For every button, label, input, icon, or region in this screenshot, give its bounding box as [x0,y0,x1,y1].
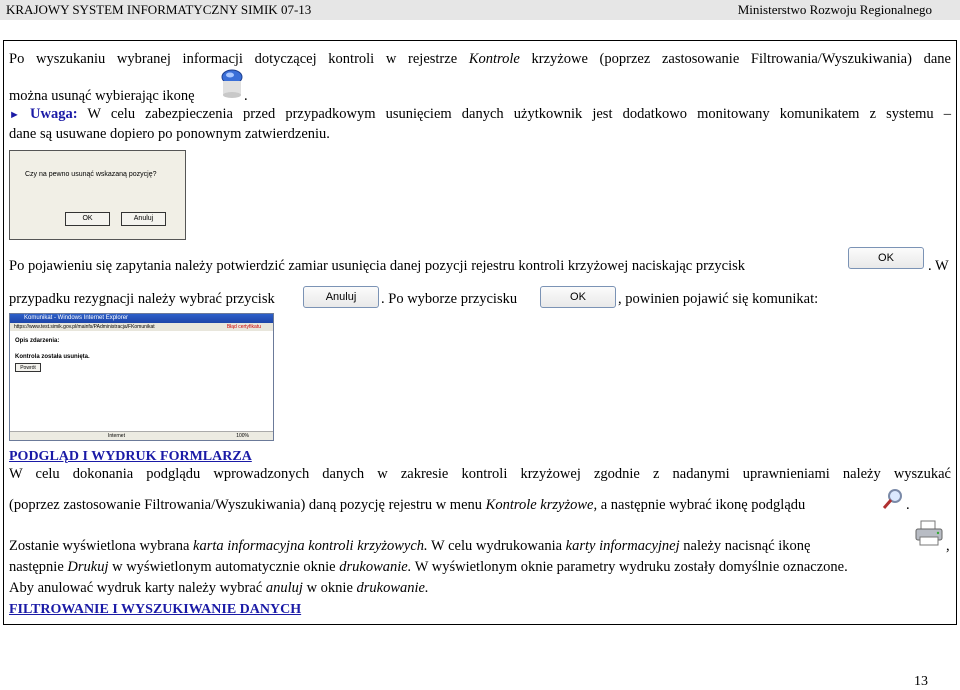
preview-line5 [9,580,429,597]
para1-period: . [244,88,248,104]
ie-address: https://www.test.simik.gov.pl/mainfs/PAdministracja/FKomunikat [14,324,155,330]
preview-line3-b: W celu wydrukowania [427,538,566,554]
para2-line2-b: . Po wyborze przycisku [381,291,518,307]
dialog-cancel-button[interactable]: Anuluj [121,212,166,226]
ie-cert-error[interactable]: Błąd certyfikatu [226,324,261,330]
warning-line1 [9,106,951,123]
inline-ok-label: OK [848,247,924,269]
ie-message: Kontrola została usunięta. [15,354,90,360]
filter-heading: FILTROWANIE I WYSZUKIWANIE DANYCH [9,602,302,617]
preview-line3-c: należy nacisnąć ikonę [679,538,811,554]
ie-status-bar [10,431,273,440]
ie-window [9,313,274,441]
para1-text-b: krzyżowe (poprzez zastosowanie Filtrowania/Wyszukiwania) dane [519,51,951,67]
inline-ok-button-2[interactable] [540,286,616,308]
ie-body [10,331,273,376]
para1-line1 [9,51,951,68]
confirm-dialog [9,150,186,240]
preview-line5-italic2: drukowanie. [356,580,429,596]
preview-line4-b: w wyświetlonym automatycznie oknie [108,559,340,575]
magnifier-icon[interactable] [882,488,904,510]
para2-line1-end: . W [928,258,949,274]
ie-title-bar [10,314,273,323]
dialog-question: Czy na pewno usunąć wskazaną pozycję? [25,171,157,178]
preview-line4-a: następnie [9,559,68,575]
ie-back-button[interactable]: Powrót [15,363,41,372]
warning-text: W celu zabezpieczenia przed przypadkowym usunięciem danych użytkownik jest dodatkowo monitowany komunikatem z systemu – [87,106,951,122]
warning-label: Uwaga: [30,106,78,122]
para1-italic: Kontrole [468,51,520,67]
para2-line1: Po pojawieniu się zapytania należy potwierdzić zamiar usunięcia danej pozycji rejestru kontroli krzyżowej naciskając przycisk [9,258,745,274]
para1-line2-text: można usunąć wybierając ikonę [9,88,195,104]
preview-line3-italic: karta informacyjna kontroli krzyżowych. [193,538,428,554]
preview-line5-a: Aby anulować wydruk karty należy wybrać [9,580,266,596]
ie-status-zone: Internet [108,433,125,439]
bin-icon[interactable] [221,69,243,99]
para1-text-a: Po wyszukaniu wybranej informacji dotyczącej kontroli w rejestrze [9,51,469,67]
preview-heading: PODGLĄD I WYDRUK FORMLARZA [9,449,252,464]
para2-line2-a: przypadku rezygnacji należy wybrać przycisk [9,291,275,307]
preview-line5-italic: anuluj [265,580,303,596]
preview-line2-a: (poprzez zastosowanie Filtrowania/Wyszukiwania) daną pozycję rejestru w menu [9,497,486,513]
page-number: 13 [914,674,928,689]
inline-ok-button[interactable] [848,247,924,269]
preview-line4-c: W wyświetlonym oknie parametry wydruku zostały domyślnie oznaczone. [411,559,848,575]
warning-line2: dane są usuwane dopiero po ponownym zatwierdzeniu. [9,126,330,142]
ie-title: Komunikat - Windows Internet Explorer [24,315,129,321]
para1-line2 [9,88,195,105]
printer-icon[interactable] [914,519,944,547]
inline-ok-label-2: OK [540,286,616,308]
preview-line4-italic2: drukowanie. [339,559,412,575]
dialog-ok-button[interactable]: OK [65,212,110,226]
preview-line2-end: . [906,497,910,513]
ie-zoom[interactable]: 100% [236,433,249,439]
preview-line5-b: w oknie [302,580,357,596]
preview-line4 [9,559,848,576]
preview-line2-b: a następnie wybrać ikonę podglądu [597,497,806,513]
arrow-icon: ► [9,109,20,121]
inline-cancel-button[interactable] [303,286,379,308]
preview-line3-italic2: karty informacyjnej [565,538,680,554]
para2-line2-c: , powinien pojawić się komunikat: [618,291,819,307]
preview-line4-italic: Drukuj [67,559,109,575]
preview-line3-a: Zostanie wyświetlona wybrana [9,538,194,554]
preview-line3 [9,538,810,555]
page-header [0,0,960,20]
inline-cancel-label: Anuluj [303,286,379,308]
preview-line1: W celu dokonania podglądu wprowadzonych danych w zakresie kontroli krzyżowej zgodnie z nadanymi uprawnieniami należy wyszukać [9,466,951,482]
ie-address-bar[interactable] [10,323,273,331]
preview-line3-end: , [946,538,950,554]
preview-line2 [9,497,805,514]
header-right: Ministerstwo Rozwoju Regionalnego [737,2,932,17]
preview-line2-italic: Kontrole krzyżowe, [485,497,598,513]
ie-heading: Opis zdarzenia: [15,338,60,344]
header-left: KRAJOWY SYSTEM INFORMATYCZNY SIMIK 07-13 [6,2,312,17]
